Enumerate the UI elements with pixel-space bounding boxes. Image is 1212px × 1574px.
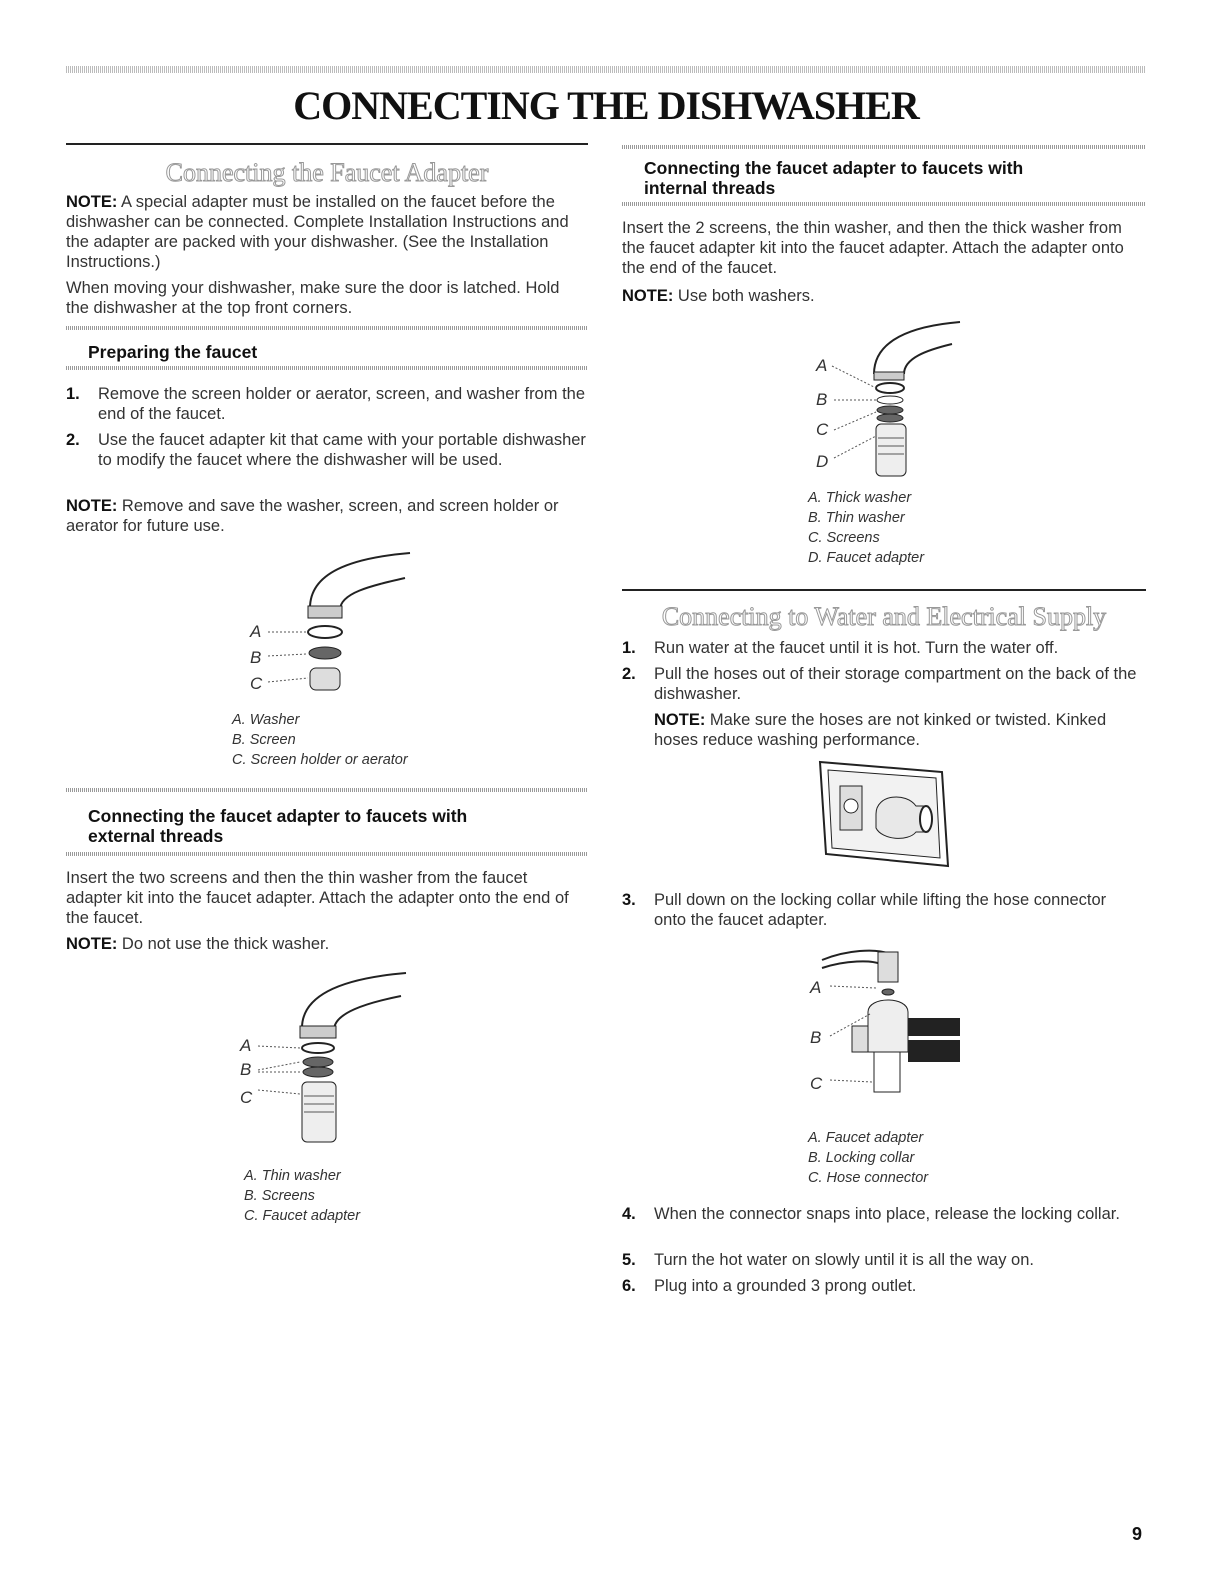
figure-caption: B. Screen	[232, 732, 296, 748]
figure-caption: D. Faucet adapter	[808, 550, 925, 566]
internal-threads-illustration	[812, 318, 972, 488]
internal-threads-heading: Connecting the faucet adapter to faucets with internal threads	[644, 158, 1024, 198]
figure-caption: B. Locking collar	[808, 1150, 915, 1166]
internal-threads-note	[622, 286, 1142, 306]
figure-caption: B. Screens	[244, 1188, 315, 1204]
figure-label: C	[240, 1088, 253, 1107]
external-threads-heading: Connecting the faucet adapter to faucets with external threads	[88, 806, 468, 846]
internal-threads-text: Insert the 2 screens, the thin washer, and then the thick washer from the faucet adapter kit into the faucet adapter. Attach the adapter onto the end of the faucet.	[622, 219, 1124, 277]
preparing-note	[66, 496, 586, 536]
external-threads-text: Insert the two screens and then the thin washer from the faucet adapter kit into the faucet adapter. Attach the adapter onto the end of the faucet.	[66, 869, 569, 927]
list-item: 4. When the connector snaps into place, release the locking collar.	[622, 1205, 1120, 1223]
list-item: 1. Run water at the faucet until it is hot. Turn the water off.	[622, 639, 1059, 657]
figure-caption: C. Screens	[808, 530, 880, 546]
figure-label: B	[816, 390, 828, 409]
list-item: 2. Use the faucet adapter kit that came with your portable dishwasher to modify the faucet where the dishwasher will be used.	[66, 431, 586, 469]
figure-caption: A. Faucet adapter	[808, 1130, 924, 1146]
note-text: Make sure the hoses are not kinked or twisted. Kinked hoses reduce washing performance.	[654, 711, 1107, 749]
note-label: NOTE:	[66, 935, 118, 953]
list-item: 3. Pull down on the locking collar while lifting the hose connector onto the faucet adapter.	[622, 891, 1107, 929]
note-label: NOTE:	[66, 497, 118, 515]
figure-caption: C. Screen holder or aerator	[232, 752, 408, 768]
figure-caption: B. Thin washer	[808, 510, 905, 526]
figure-label: C	[810, 1074, 823, 1093]
list-item: 6. Plug into a grounded 3 prong outlet.	[622, 1277, 917, 1295]
figure-caption: A. Thick washer	[808, 490, 912, 506]
note-text: Do not use the thick washer.	[117, 935, 330, 953]
subsection-dotted-rule	[66, 366, 588, 370]
note-text: A special adapter must be installed on the faucet before the dishwasher can be connected. Complete Installation Instructions and the adapter are packed with your dishwasher. (See the Installation Instructions.)	[66, 193, 569, 271]
supply-heading: Connecting to Water and Electrical Supply	[661, 602, 1107, 631]
hose-storage-illustration	[816, 758, 956, 870]
figure-caption: A. Thin washer	[244, 1168, 341, 1184]
figure-label: B	[240, 1060, 252, 1079]
figure-label: A	[240, 1036, 252, 1055]
page-title: CONNECTING THE DISHWASHER	[293, 83, 919, 128]
faucet-parts-illustration	[240, 548, 430, 708]
figure-caption: A. Washer	[232, 712, 300, 728]
faucet-adapter-heading: Connecting the Faucet Adapter	[165, 158, 489, 187]
figure-label: A	[810, 978, 822, 997]
note-text: Remove and save the washer, screen, and screen holder or aerator for future use.	[66, 497, 559, 535]
top-decorative-band	[66, 66, 1146, 73]
page-number: 9	[1132, 1524, 1143, 1544]
preparing-heading: Preparing the faucet	[88, 342, 258, 362]
supply-note	[654, 710, 1144, 750]
list-item: 2. Pull the hoses out of their storage compartment on the back of the dishwasher.	[622, 665, 1137, 703]
figure-label: B	[810, 1028, 822, 1047]
figure-label: A	[816, 356, 828, 375]
figure-caption: C. Faucet adapter	[244, 1208, 361, 1224]
figure-label: C	[816, 420, 829, 439]
hose-connector-illustration	[816, 942, 966, 1102]
faucet-adapter-note	[66, 192, 581, 272]
subsection-dotted-rule	[66, 852, 588, 856]
figure-label: A	[250, 622, 262, 641]
external-threads-illustration	[236, 968, 426, 1168]
list-item: 5. Turn the hot water on slowly until it is all the way on.	[622, 1251, 1034, 1269]
external-threads-note	[66, 934, 581, 954]
list-item: 1. Remove the screen holder or aerator, screen, and washer from the end of the faucet.	[66, 385, 585, 423]
note-label: NOTE:	[66, 193, 118, 211]
section-rule	[66, 143, 588, 145]
moving-instructions: When moving your dishwasher, make sure the door is latched. Hold the dishwasher at the top front corners.	[66, 279, 560, 317]
note-text: Use both washers.	[673, 287, 815, 305]
note-label: NOTE:	[654, 711, 706, 729]
subsection-dotted-rule	[622, 145, 1146, 149]
subsection-dotted-rule	[622, 202, 1146, 206]
section-rule	[622, 589, 1146, 591]
figure-label: C	[250, 674, 263, 693]
subsection-dotted-rule	[66, 326, 588, 330]
figure-label: D	[816, 452, 829, 471]
figure-label: B	[250, 648, 262, 667]
note-label: NOTE:	[622, 287, 674, 305]
subsection-dotted-rule	[66, 788, 588, 792]
figure-caption: C. Hose connector	[808, 1170, 929, 1186]
